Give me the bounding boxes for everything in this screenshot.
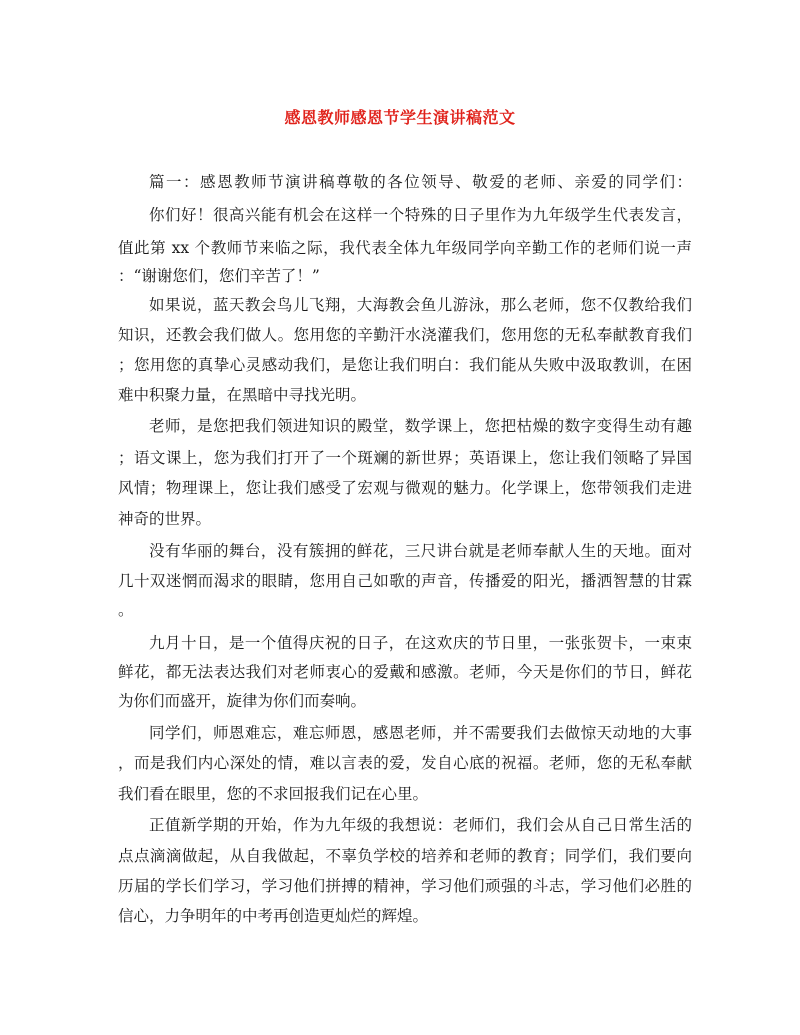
- paragraph-line: 没有华丽的舞台，没有簇拥的鲜花，三尺讲台就是老师奉献人生的天地。面对: [149, 542, 692, 560]
- paragraph-line: ；您用您的真挚心灵感动我们，是您让我们明白：我们能从失败中汲取教训，在困: [118, 356, 692, 374]
- paragraph-line: ；语文课上，您为我们打开了一个斑斓的新世界；英语课上，您让我们领略了异国: [118, 449, 692, 467]
- paragraph-line: 历届的学长们学习，学习他们拼搏的精神，学习他们顽强的斗志，学习他们必胜的: [118, 877, 692, 895]
- paragraph-line: 值此第 xx 个教师节来临之际，我代表全体九年级同学向辛勤工作的老师们说一声: [118, 239, 692, 257]
- paragraph-line: 你们好！很高兴能有机会在这样一个特殊的日子里作为九年级学生代表发言，: [149, 206, 692, 224]
- paragraph-line: 风情；物理课上，您让我们感受了宏观与微观的魅力。化学课上，您带领我们走进: [118, 479, 692, 497]
- paragraph-line: 知识，还教会我们做人。您用您的辛勤汗水浇灌我们，您用您的无私奉献教育我们: [118, 326, 692, 344]
- paragraph-line: 老师，是您把我们领进知识的殿堂，数学课上，您把枯燥的数字变得生动有趣: [149, 417, 692, 435]
- paragraph-line: 鲜花，都无法表达我们对老师衷心的爱戴和感激。老师，今天是你们的节日，鲜花: [118, 663, 692, 681]
- paragraph-line: 为你们而盛开，旋律为你们而奏响。: [118, 692, 367, 710]
- paragraph-line: ，而是我们内心深处的情，难以言表的爱，发自心底的祝福。老师，您的无私奉献: [118, 754, 692, 772]
- paragraph-line: 。: [118, 601, 134, 619]
- document-title: 感恩教师感恩节学生演讲稿范文: [284, 108, 516, 127]
- paragraph-line: ：“谢谢您们，您们辛苦了！”: [118, 267, 320, 285]
- paragraph-line: 难中积聚力量，在黑暗中寻找光明。: [118, 386, 367, 404]
- paragraph-line: 信心，力争明年的中考再创造更灿烂的辉煌。: [118, 907, 429, 925]
- paragraph-line: 几十双迷惘而渴求的眼睛，您用自己如歌的声音，传播爱的阳光，播洒智慧的甘霖: [118, 572, 692, 590]
- paragraph-line: 正值新学期的开始，作为九年级的我想说：老师们，我们会从自己日常生活的: [149, 816, 692, 834]
- paragraph-line: 如果说，蓝天教会鸟儿飞翔，大海教会鱼儿游泳，那么老师，您不仅教给我们: [149, 296, 692, 314]
- paragraph-line: 同学们，师恩难忘，难忘师恩，感恩老师，并不需要我们去做惊天动地的大事: [149, 724, 692, 742]
- paragraph-line: 神奇的世界。: [118, 510, 212, 528]
- paragraph-line: 九月十日，是一个值得庆祝的日子，在这欢庆的节日里，一张张贺卡，一束束: [149, 634, 692, 652]
- paragraph-line: 我们看在眼里，您的不求回报我们记在心里。: [118, 785, 429, 803]
- paragraph-line: 篇一：感恩教师节演讲稿尊敬的各位领导、敬爱的老师、亲爱的同学们：: [149, 173, 692, 191]
- paragraph-line: 点点滴滴做起，从自我做起，不辜负学校的培养和老师的教育；同学们，我们要向: [118, 847, 692, 865]
